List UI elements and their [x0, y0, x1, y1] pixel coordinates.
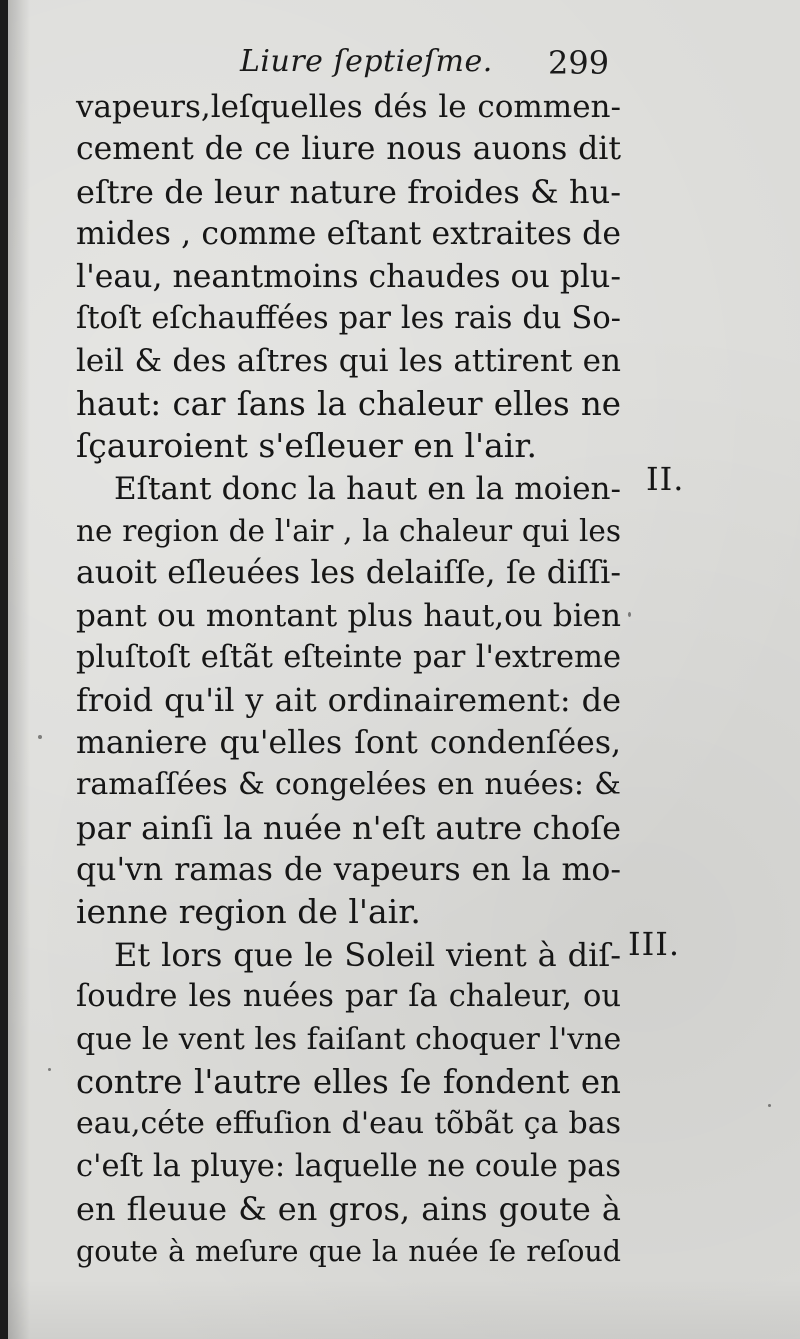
paragraph-start-line: Et lors que le Soleil vient à diſ- — [114, 935, 621, 974]
body-text — [76, 86, 621, 1273]
text-line: c'eſt la pluye: laquelle ne coule pas — [76, 1148, 621, 1184]
text-line: ſtoſt eſchauffées par les rais du So- — [76, 300, 621, 336]
text-line: eſtre de leur nature froides & hu- — [76, 172, 621, 211]
book-page — [8, 0, 800, 1339]
paragraph-end-line: ienne region de l'air. — [76, 892, 421, 932]
paper-speck — [38, 735, 42, 739]
text-line: que le vent les faiſant choquer l'vne — [76, 1021, 622, 1057]
text-line: pluſtoſt eſtãt eſteinte par l'extreme — [76, 640, 621, 676]
text-line: auoit eſleuées les delaiſſe, ſe diſſi- — [76, 555, 621, 592]
text-line: haut: car ſans la chaleur elles ne — [76, 384, 621, 423]
paragraph-start-line: Eſtant donc la haut en la moien- — [114, 470, 621, 507]
paragraph-end-line: ſçauroient s'eſleuer en l'air. — [76, 426, 538, 466]
paper-speck — [628, 612, 631, 617]
text-line: leil & des aſtres qui les attirent en — [76, 343, 621, 380]
text-line: qu'vn ramas de vapeurs en la mo- — [76, 852, 621, 889]
text-line: contre l'autre elles ſe fondent en — [76, 1062, 621, 1101]
paper-speck — [768, 1104, 771, 1107]
text-line: ne region de l'air , la chaleur qui les — [76, 513, 621, 548]
text-line: eau,céte effuſion d'eau tõbãt ça bas — [76, 1106, 621, 1142]
text-line: maniere qu'elles ſont condenſées, — [76, 724, 621, 761]
page-number: 299 — [548, 44, 610, 82]
marginal-section-number: II. — [646, 460, 685, 498]
paper-speck — [48, 1068, 51, 1071]
page-bottom-shade — [8, 1279, 800, 1339]
text-line: goute à meſure que la nuée ſe reſoud — [76, 1234, 621, 1268]
text-line: par ainſi la nuée n'eſt autre choſe — [76, 808, 621, 847]
text-line: mides , comme eſtant extraites de — [76, 216, 621, 253]
text-line: pant ou montant plus haut,ou bien — [76, 597, 621, 634]
gutter-shadow — [8, 0, 30, 1339]
text-line: froid qu'il y ait ordinairement: de — [76, 681, 621, 720]
text-line: vapeurs,leſquelles dés le commen- — [76, 89, 621, 125]
text-line: l'eau, neantmoins chaudes ou plu- — [76, 258, 621, 295]
text-line: en fleuue & en gros, ains goute à — [76, 1190, 621, 1229]
running-title: Liure ſeptieſme. — [240, 44, 493, 79]
marginal-section-number: III. — [628, 925, 681, 963]
running-head — [8, 44, 800, 88]
text-line: cement de ce liure nous auons dit — [76, 131, 621, 168]
text-line: ſoudre les nuées par ſa chaleur, ou — [76, 979, 621, 1015]
text-line: ramaſſées & congelées en nuées: & — [76, 767, 621, 803]
